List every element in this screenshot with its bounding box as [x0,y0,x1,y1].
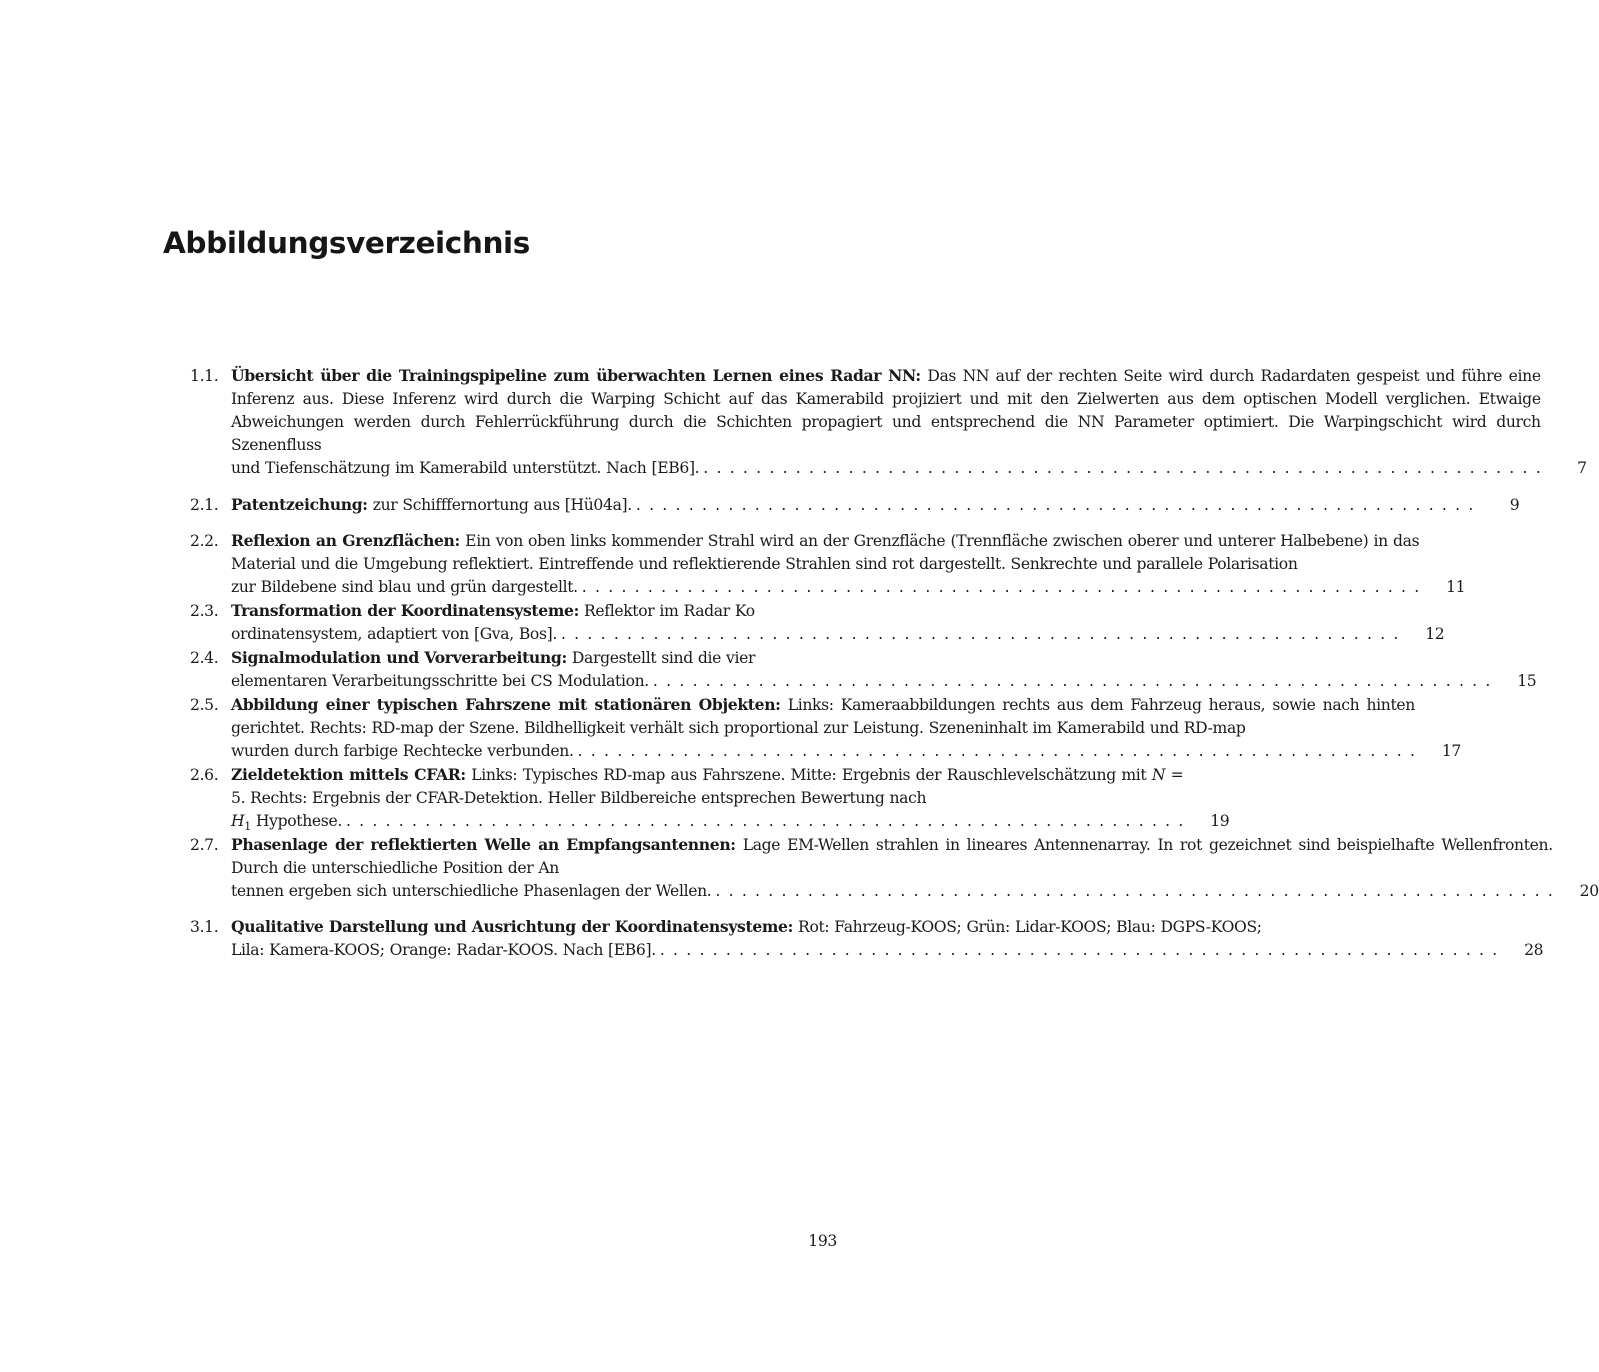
entry-caption-end: Lila: Kamera-KOOS; Orange: Radar-KOOS. Nach [EB6]. [231,941,656,960]
entry-caption-continued: = 5. Rechts: Ergebnis der CFAR-Detektion. Heller Bildbereiche entsprechen Bewertung nach [231,765,1184,807]
entry-body [231,647,1536,693]
entry-last-line [231,494,1519,517]
math-n: N [1151,765,1166,784]
entry-body [231,916,1543,962]
entry-caption-end [231,494,632,517]
entry-caption-tail: Hypothese. [255,811,342,830]
page-ref[interactable]: 20 [1579,881,1599,900]
entry-last-line [231,939,1543,962]
figure-number: 2.3. [190,602,219,621]
toc-entry-2-4[interactable] [190,647,1537,693]
entry-caption: Links: Kameraabbildungen rechts aus dem Fahrzeug heraus, sowie nach hinten gerichtet. Rechts: RD-map der Szene. Bildhelligkeit verhält sich proportional zur Leistung. Szeneninhalt im Kamerabild und RD-map [231,696,1415,737]
figure-number: 2.7. [190,835,219,854]
entry-caption: zur Schifffernortung aus [Hü04a]. [372,495,632,514]
figure-number: 2.2. [190,532,219,551]
entry-body [231,530,1465,599]
dot-leader [711,880,1552,903]
entry-last-line [231,457,1587,480]
page-ref[interactable]: 19 [1210,811,1230,830]
entry-body [231,764,1229,833]
page-ref[interactable]: 15 [1517,672,1537,691]
entry-caption: Das NN auf der rechten Seite wird durch Radardaten gespeist und führe eine Inferenz aus. Diese Inferenz wird durch die Warping Schicht auf das Kamerabild projiziert und mit den Zielwerten aus dem optischen Modell verglichen. Etwaige Abweichungen werden durch Fehlerrückführung durch die Schichten propagiert und entsprechend die NN Parameter optimiert. Die Warpingschicht wird durch Szenenfluss [231,367,1541,454]
entry-title: Abbildung einer typischen Fahrszene mit stationären Objekten: [231,695,781,715]
entry-caption-end [231,810,342,833]
entry-body [231,365,1587,480]
entry-body [231,694,1461,763]
entry-last-line [231,576,1465,599]
figure-number: 2.5. [190,696,219,715]
toc-entry-2-2[interactable] [190,530,1466,599]
page-ref[interactable]: 11 [1446,578,1466,597]
entry-last-line [231,880,1599,903]
page-number: 193 [808,1232,837,1250]
figure-number: 3.1. [190,918,219,937]
entry-caption: Links: Typisches RD-map aus Fahrszene. Mitte: Ergebnis der Rauschlevelschätzung mit [471,765,1147,784]
entry-last-line [231,670,1536,693]
dot-leader [632,494,1473,517]
entry-title: Patentzeichung: [231,494,368,514]
toc-entry-2-6[interactable] [190,764,1230,833]
entry-caption-end: wurden durch farbige Rechtecke verbunden. [231,741,574,760]
toc-entry-2-7[interactable] [190,834,1599,903]
entry-caption-end: ordinatensystem, adaptiert von [Gva, Bos]. [231,625,557,644]
entry-last-line [231,623,1444,646]
math-h-subscript: 1 [244,819,251,833]
page-ref[interactable]: 17 [1441,741,1461,760]
toc-entry-2-3[interactable] [190,600,1445,646]
entry-title: Transformation der Koordinatensysteme: [231,601,579,621]
dot-leader [656,939,1497,962]
dot-leader [699,457,1540,480]
dot-leader [557,623,1398,646]
figure-number: 2.6. [190,765,219,784]
toc-entry-3-1[interactable] [190,916,1544,962]
entry-title: Phasenlage der reflektierten Welle an Empfangsantennen: [231,834,736,854]
entry-caption: Reflektor im Radar Ko [584,602,755,621]
entry-body [231,600,1444,646]
page-title: Abbildungsverzeichnis [163,226,530,260]
page-ref[interactable]: 28 [1524,941,1544,960]
entry-caption-end: elementaren Verarbeitungsschritte bei CS Modulation. [231,672,649,691]
page-ref[interactable]: 12 [1425,625,1445,644]
entry-caption-end: zur Bildebene sind blau und grün dargestellt. [231,578,578,597]
dot-leader [649,670,1490,693]
page-ref[interactable]: 9 [1509,495,1520,514]
entry-caption: Lage EM-Wellen strahlen in lineares Antennenarray. In rot gezeichnet sind beispielhafte Wellenfronten. Durch die unterschiedliche Position der An [231,835,1553,877]
entry-caption-end: tennen ergeben sich unterschiedliche Phasenlagen der Wellen. [231,881,712,900]
toc-entry-2-1[interactable] [190,494,1520,517]
figure-number: 1.1. [190,367,219,385]
entry-title: Signalmodulation und Vorverarbeitung: [231,648,567,668]
entry-caption: Rot: Fahrzeug-KOOS; Grün: Lidar-KOOS; Blau: DGPS-KOOS; [798,918,1262,937]
list-of-figures [190,365,1599,962]
figure-number: 2.1. [190,495,219,514]
toc-entry-2-5[interactable] [190,694,1461,763]
entry-body [231,494,1519,517]
dot-leader [342,810,1183,833]
entry-title: Qualitative Darstellung und Ausrichtung der Koordinatensysteme: [231,917,794,937]
entry-caption-end: und Tiefenschätzung im Kamerabild unterstützt. Nach [EB6]. [231,458,700,477]
page-ref[interactable]: 7 [1577,458,1587,477]
math-h: H [231,811,245,830]
entry-title: Reflexion an Grenzflächen: [231,531,460,551]
entry-body [231,834,1599,903]
entry-last-line [231,740,1461,763]
entry-caption: Dargestellt sind die vier [571,649,756,668]
entry-title: Übersicht über die Trainingspipeline zum überwachten Lernen eines Radar NN: [231,366,921,385]
figure-number: 2.4. [190,649,219,668]
toc-entry-1-1[interactable] [190,365,1587,480]
dot-leader [578,576,1419,599]
entry-caption: Ein von oben links kommender Strahl wird an der Grenzfläche (Trennfläche zwischen oberer und unterer Halbebene) in das Material und die Umgebung reflektiert. Eintreffende und reflektierende Strahlen sind rot dargestellt. Senkrechte und parallele Polarisation [231,532,1420,574]
dot-leader [574,740,1415,763]
entry-title: Zieldetektion mittels CFAR: [231,764,466,784]
entry-last-line [231,810,1229,833]
